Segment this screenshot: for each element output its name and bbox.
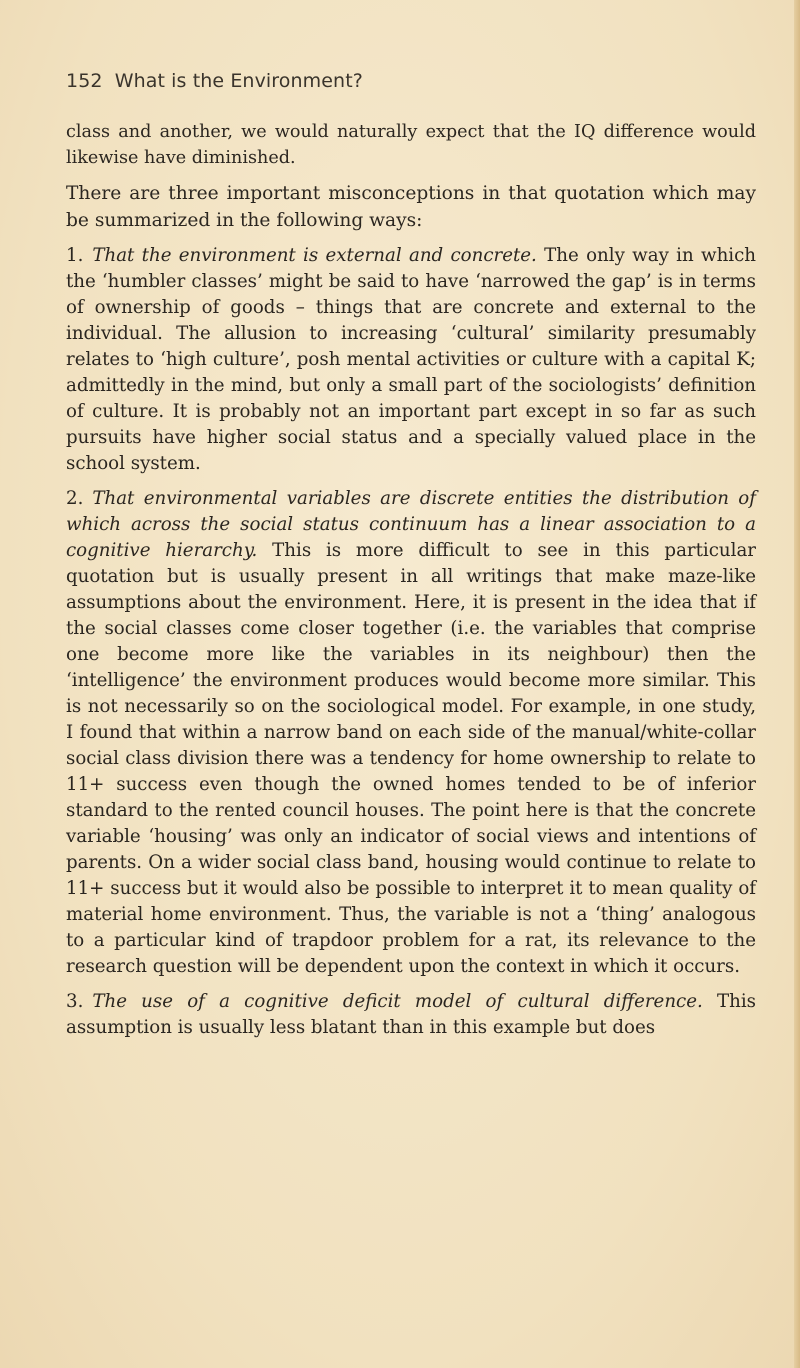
list-item-2-heading: That environmental variables are discrete entities the distribution of which across the social status continuum has a linear association to a cognitive hierarchy. bbox=[66, 488, 756, 561]
list-item-1-heading: That the environment is external and concrete. bbox=[92, 245, 537, 266]
continued-paragraph: class and another, we would naturally expect that the IQ difference would likewise have diminished. bbox=[66, 122, 756, 168]
list-item-2-text: This is more difficult to see in this particular quotation but is usually present in all writings that make maze-like assumptions about the environment. Here, it is present in the idea that if the social classes come closer together (i.e. the variables that comprise one become more like the variables in its neighbour) then the ‘intelligence’ the environment produces would become more similar. This is not necessarily so on the sociological model. For example, in one study, I found that within a narrow band on each side of the manual/white-collar social class division there was a tendency for home ownership to relate to 11+ success even though the owned homes tended to be of inferior standard to the rented council houses. The point here is that the concrete variable ‘housing’ was only an indicator of social views and intentions of parents. On a wider social class band, housing would continue to relate to 11+ success but it would also be possible to interpret it to mean quality of material home environment. Thus, the variable is not a ‘thing’ analogous to a particular kind of trapdoor problem for a rat, its relevance to the research question will be dependent upon the context in which it occurs. bbox=[66, 540, 756, 977]
running-title: What is the Environment? bbox=[114, 70, 363, 92]
list-item-2 bbox=[66, 486, 756, 980]
list-item-3-number: 3. bbox=[66, 991, 84, 1012]
list-item-3-heading: The use of a cognitive deficit model of cultural difference. bbox=[92, 991, 703, 1012]
list-item-1-text: The only way in which the ‘humbler classes’ might be said to have ‘narrowed the gap’ is in terms of ownership of goods – things that are concrete and external to the individual. The allusion to increasing ‘cultural’ similarity presumably relates to ‘high culture’, posh mental activities or culture with a capital K; admittedly in the mind, but only a small part of the sociologists’ definition of culture. It is probably not an important part except in so far as such pursuits have higher social status and a specially valued place in the school system. bbox=[66, 245, 756, 474]
list-item-1-number: 1. bbox=[66, 245, 84, 266]
page-number: 152 bbox=[66, 70, 103, 92]
body-text bbox=[66, 119, 756, 1050]
list-item-1 bbox=[66, 243, 756, 477]
list-item-2-number: 2. bbox=[66, 488, 84, 509]
list-item-3-text: This assumption is usually less blatant than in this example but does bbox=[66, 991, 756, 1038]
list-item-3 bbox=[66, 989, 756, 1041]
running-head bbox=[66, 70, 363, 92]
page-edge bbox=[794, 0, 800, 1368]
intro-paragraph: There are three important misconceptions in that quotation which may be summarized in the following ways: bbox=[66, 183, 756, 231]
